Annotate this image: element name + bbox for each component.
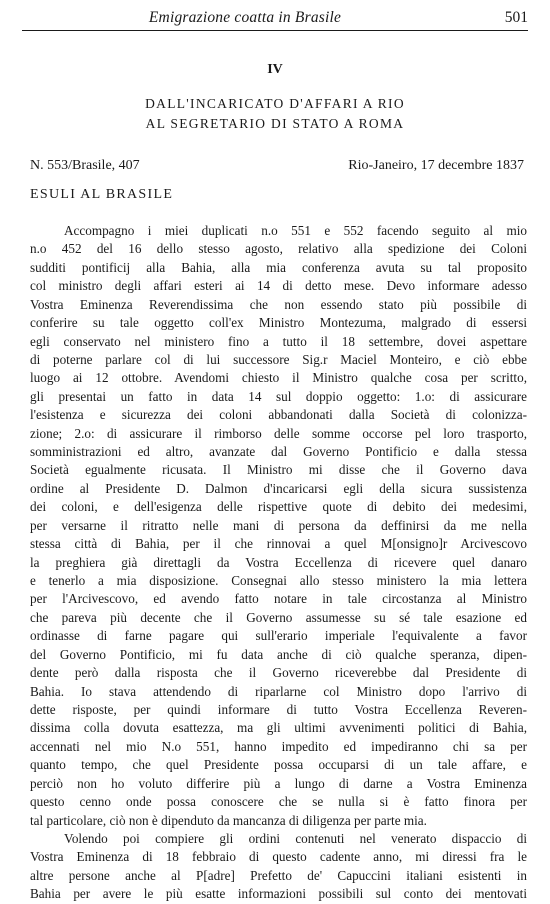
body-line: Bahia per avere le più esatte informazioni possibili sul conto dei mentovati: [30, 886, 527, 902]
body-line: tal particolare, ciò non è dipenduto da mancanza di diligenza per parte mia.: [30, 812, 427, 828]
body-line: ordinasse di farne pagare qui sull'erario imperiale l'equivalente a favor: [30, 628, 527, 644]
document-reference: N. 553/Brasile, 407: [30, 158, 140, 173]
body-line: accennati nel mio N.o 551, hanno impedito ed impediranno chi sa per: [30, 738, 527, 754]
section-number: IV: [267, 62, 283, 77]
body-line: gli presentai un fatto in data 14 sul doppio oggetto: 1.o: di assicurare: [30, 388, 527, 404]
body-line: luogo ai 12 ottobre. Avendomi chiesto il Ministro qualche cosa per scritto,: [30, 370, 527, 386]
body-line: dei coloni, e dell'esigenza delle rispettive quote di debito dei medesimi,: [30, 499, 527, 515]
document-title-line-2: AL SEGRETARIO DI STATO A ROMA: [145, 116, 405, 131]
body-line: del Governo Pontificio, mi fu data anche di ciò qualche speranza, dipen-: [30, 646, 527, 662]
body-line: per l'Arcivescovo, ed avendo fatto notare in tale circostanza al Ministro: [30, 591, 527, 607]
body-line: Società egualmente ricusata. Il Ministro mi disse che il Governo dava: [30, 462, 527, 478]
body-text: [30, 222, 527, 904]
body-line: che pareva più decente che il Governo assumesse su sé tale esazione ed: [30, 609, 527, 625]
document-title-line-1: DALL'INCARICATO D'AFFARI A RIO: [145, 96, 405, 111]
body-line: stessa città di Bahia, per il che rinnovai a quel M[onsigno]r Arcivescovo: [30, 536, 527, 552]
body-line: perciò non ho voluto differire più a lungo di darne a Vostra Eminenza: [30, 775, 527, 791]
body-line: Bahia. Io stava attendendo di riparlarne col Ministro dopo l'arrivo di: [30, 683, 527, 699]
body-line: quanto tempo, che quel Presidente possa occuparsi di un tale affare, e: [30, 757, 527, 773]
body-line: altre persone anche al P[adre] Prefetto de' Capuccini italiani esistenti in: [30, 867, 527, 883]
body-line: zione; 2.o: di assicurare il rimborso delle somme occorse pel loro trasporto,: [30, 425, 527, 441]
body-line: dente però dalla risposta che il Governo riceverebbe dal Presidente di: [30, 665, 527, 681]
body-line: egli conservato nel ministero fino a tutto il 18 settembre, dovei aspettare: [30, 333, 527, 349]
place-date: Rio-Janeiro, 17 decembre 1837: [348, 158, 524, 173]
body-line: dissima colla dovuta esattezza, ma gli ultimi avvenimenti politici di Bahia,: [30, 720, 527, 736]
body-line: la preghiera già direttagli da Vostra Eccellenza di ricevere quel danaro: [30, 554, 527, 570]
body-line: n.o 452 del 16 dello stesso agosto, relativo alla spedizione dei Coloni: [30, 241, 527, 257]
subject-heading: ESULI AL BRASILE: [30, 187, 174, 202]
body-line: conferire su tale oggetto coll'ex Ministro Montezuma, malgrado di essersi: [30, 315, 527, 331]
body-line: per versarne il ritratto nelle mani di persona da deffinirsi da me nella: [30, 517, 527, 533]
body-line: Vostra Eminenza di 18 febbraio di questo cadente anno, mi diressi fra le: [30, 849, 527, 865]
body-line: e tenerlo a mia disposizione. Consegnai allo stesso ministero la mia lettera: [30, 573, 527, 589]
body-line: Vostra Eminenza Reverendissima che non essendo stato più possibile di: [30, 296, 527, 312]
body-line: dette risposte, per quindi informare di tutto Vostra Eccellenza Reveren-: [30, 701, 527, 717]
body-line: l'esistenza e sicurezza dei coloni abbandonati dalla Società di colonizza-: [30, 407, 527, 423]
running-header: [22, 4, 528, 31]
body-line: Accompagno i miei duplicati n.o 551 e 552 facendo seguito al mio: [64, 223, 527, 238]
body-line: di poterne parlare col di lui successore Sig.r Maciel Monteiro, e ciò ebbe: [30, 351, 527, 367]
body-line: sudditi pontificij alla Bahia, alla mia conferenza avuta su tal proposito: [30, 259, 527, 275]
body-line: ordine al Presidente D. Dalmon d'incaricarsi egli della sicura sussistenza: [30, 480, 527, 496]
running-title: Emigrazione coatta in Brasile: [148, 9, 342, 26]
body-line: col ministro degli affari esteri ai 14 di detto mese. Devo informare adesso: [30, 278, 527, 294]
body-line: somministrazioni ed altro, avanzate dal Governo Pontificio e dalla stessa: [30, 444, 527, 460]
page-number: 501: [504, 9, 528, 26]
body-line: questo cenno onde possa conoscere che se nulla si è fatto finora per: [30, 794, 527, 810]
body-line: Volendo poi compiere gli ordini contenuti nel venerato dispaccio di: [64, 830, 527, 846]
